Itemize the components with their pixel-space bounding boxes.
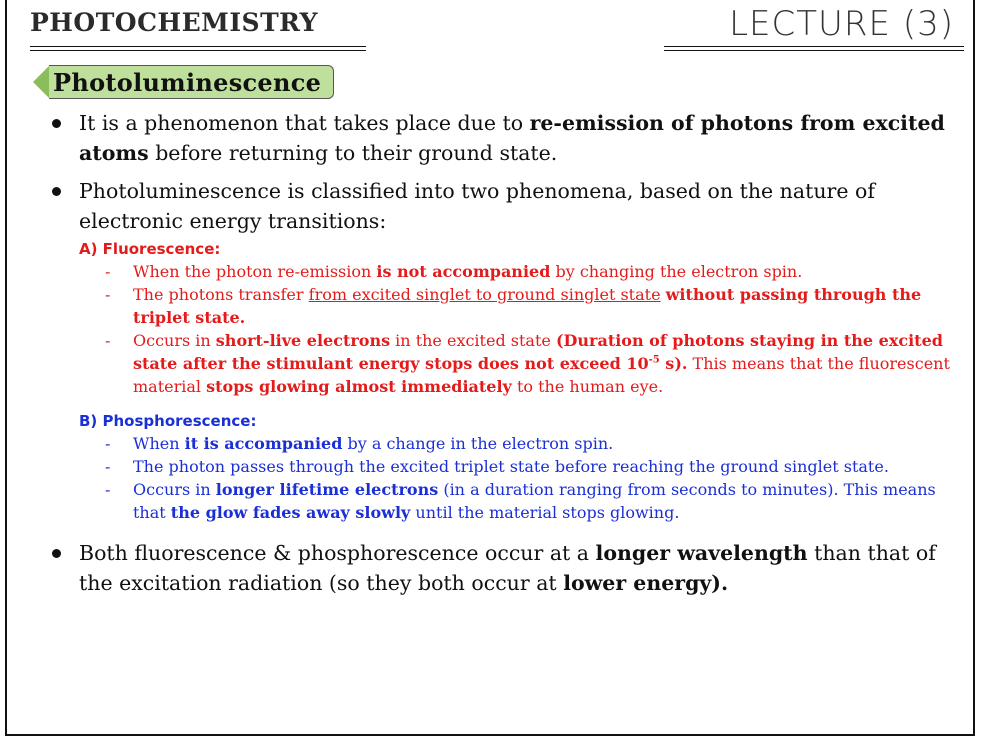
text: Both fluorescence & phosphorescence occur at a (79, 541, 596, 565)
superscript: -5 (648, 354, 660, 366)
text: When (133, 434, 185, 453)
text-bold: stops glowing almost immediately (206, 377, 512, 396)
text: This means that (133, 480, 936, 522)
fluorescence-item-1: - When the photon re-emission is not accompanied by changing the electron spin. (105, 262, 803, 281)
section-box (49, 65, 334, 99)
text: It is a phenomenon that takes place due to (79, 111, 530, 135)
arrow-left-icon (33, 66, 49, 98)
lecture-underline (664, 46, 964, 47)
text: Photoluminescence is classified into two phenomena, based on the nature of electronic energy transitions: (79, 179, 875, 233)
bullet-dot-icon (52, 187, 61, 196)
phosphorescence-item-3: - Occurs in longer lifetime electrons (in a duration ranging from seconds to minutes). This means that the glow fades away slowly until the material stops glowing. (105, 480, 936, 522)
text-underlined: from excited singlet to ground singlet state (308, 285, 661, 304)
text-bold: it is accompanied (184, 434, 343, 453)
phosphorescence-heading: B) Phosphorescence: (79, 412, 257, 430)
section-title: Photoluminescence (53, 67, 322, 97)
subject-underline-2 (30, 50, 366, 51)
fluorescence-heading: A) Fluorescence: (79, 240, 221, 258)
text-bold: longer wavelength (595, 541, 808, 565)
bullet-dot-icon (52, 549, 61, 558)
text: (in a duration ranging from seconds to minutes). (438, 480, 839, 499)
text: by a change in the electron spin. (342, 434, 614, 453)
section-badge (33, 64, 334, 100)
text: The photons transfer (133, 285, 309, 304)
text-bold: s). (659, 354, 688, 373)
phosphorescence-item-2: - The photon passes through the excited triplet state before reaching the ground singlet state. (105, 457, 889, 476)
phosphorescence-item-1: - When it is accompanied by a change in the electron spin. (105, 434, 614, 453)
text: Occurs in (133, 331, 216, 350)
text: before returning to their ground state. (148, 141, 558, 165)
text-bold: short-live electrons (215, 331, 391, 350)
content (50, 108, 965, 606)
subject-title: PHOTOCHEMISTRY (30, 8, 319, 37)
fluorescence-item-2: - The photons transfer from excited singlet to ground singlet state without passing through the triplet state. (105, 285, 922, 327)
text: When the photon re-emission (133, 262, 377, 281)
text: than that of the excitation radiation (so they both occur at (79, 541, 936, 595)
text-bold: longer lifetime electrons (215, 480, 439, 499)
lecture-title: LECTURE (3) (729, 4, 954, 44)
text-bold: the glow fades away slowly (170, 503, 411, 522)
text: This means that the fluorescent material (133, 354, 950, 396)
text: until the material stops glowing. (410, 503, 680, 522)
text-bold: (Duration of photons staying in the excited state after the stimulant energy stops does not exceed 10 (133, 331, 943, 373)
bullet-classification (50, 176, 965, 236)
text: The photon passes through the excited triplet state before reaching the ground singlet state. (133, 457, 889, 476)
fluorescence-section (79, 240, 965, 524)
text: by changing the electron spin. (550, 262, 803, 281)
text: in the excited state (390, 331, 556, 350)
text-bold: is not accompanied (376, 262, 551, 281)
text-bold: without passing through the triplet state. (133, 285, 922, 327)
bullet-definition (50, 108, 965, 168)
subject-underline (30, 46, 366, 47)
text-bold: lower energy). (563, 571, 729, 595)
text: Occurs in (133, 480, 216, 499)
lecture-underline-2 (664, 50, 964, 51)
text: to the human eye. (511, 377, 664, 396)
bullet-dot-icon (52, 119, 61, 128)
fluorescence-item-3: - Occurs in short-live electrons in the excited state (Duration of photons staying in the excited state after the stimulant energy stops does not exceed $10^{-5}$ s). This means that the fluorescent material stops glowing almost immediately to the human eye. (105, 331, 950, 396)
bullet-wavelength (50, 538, 965, 598)
text-bold: re-emission of photons from excited atoms (79, 111, 945, 165)
